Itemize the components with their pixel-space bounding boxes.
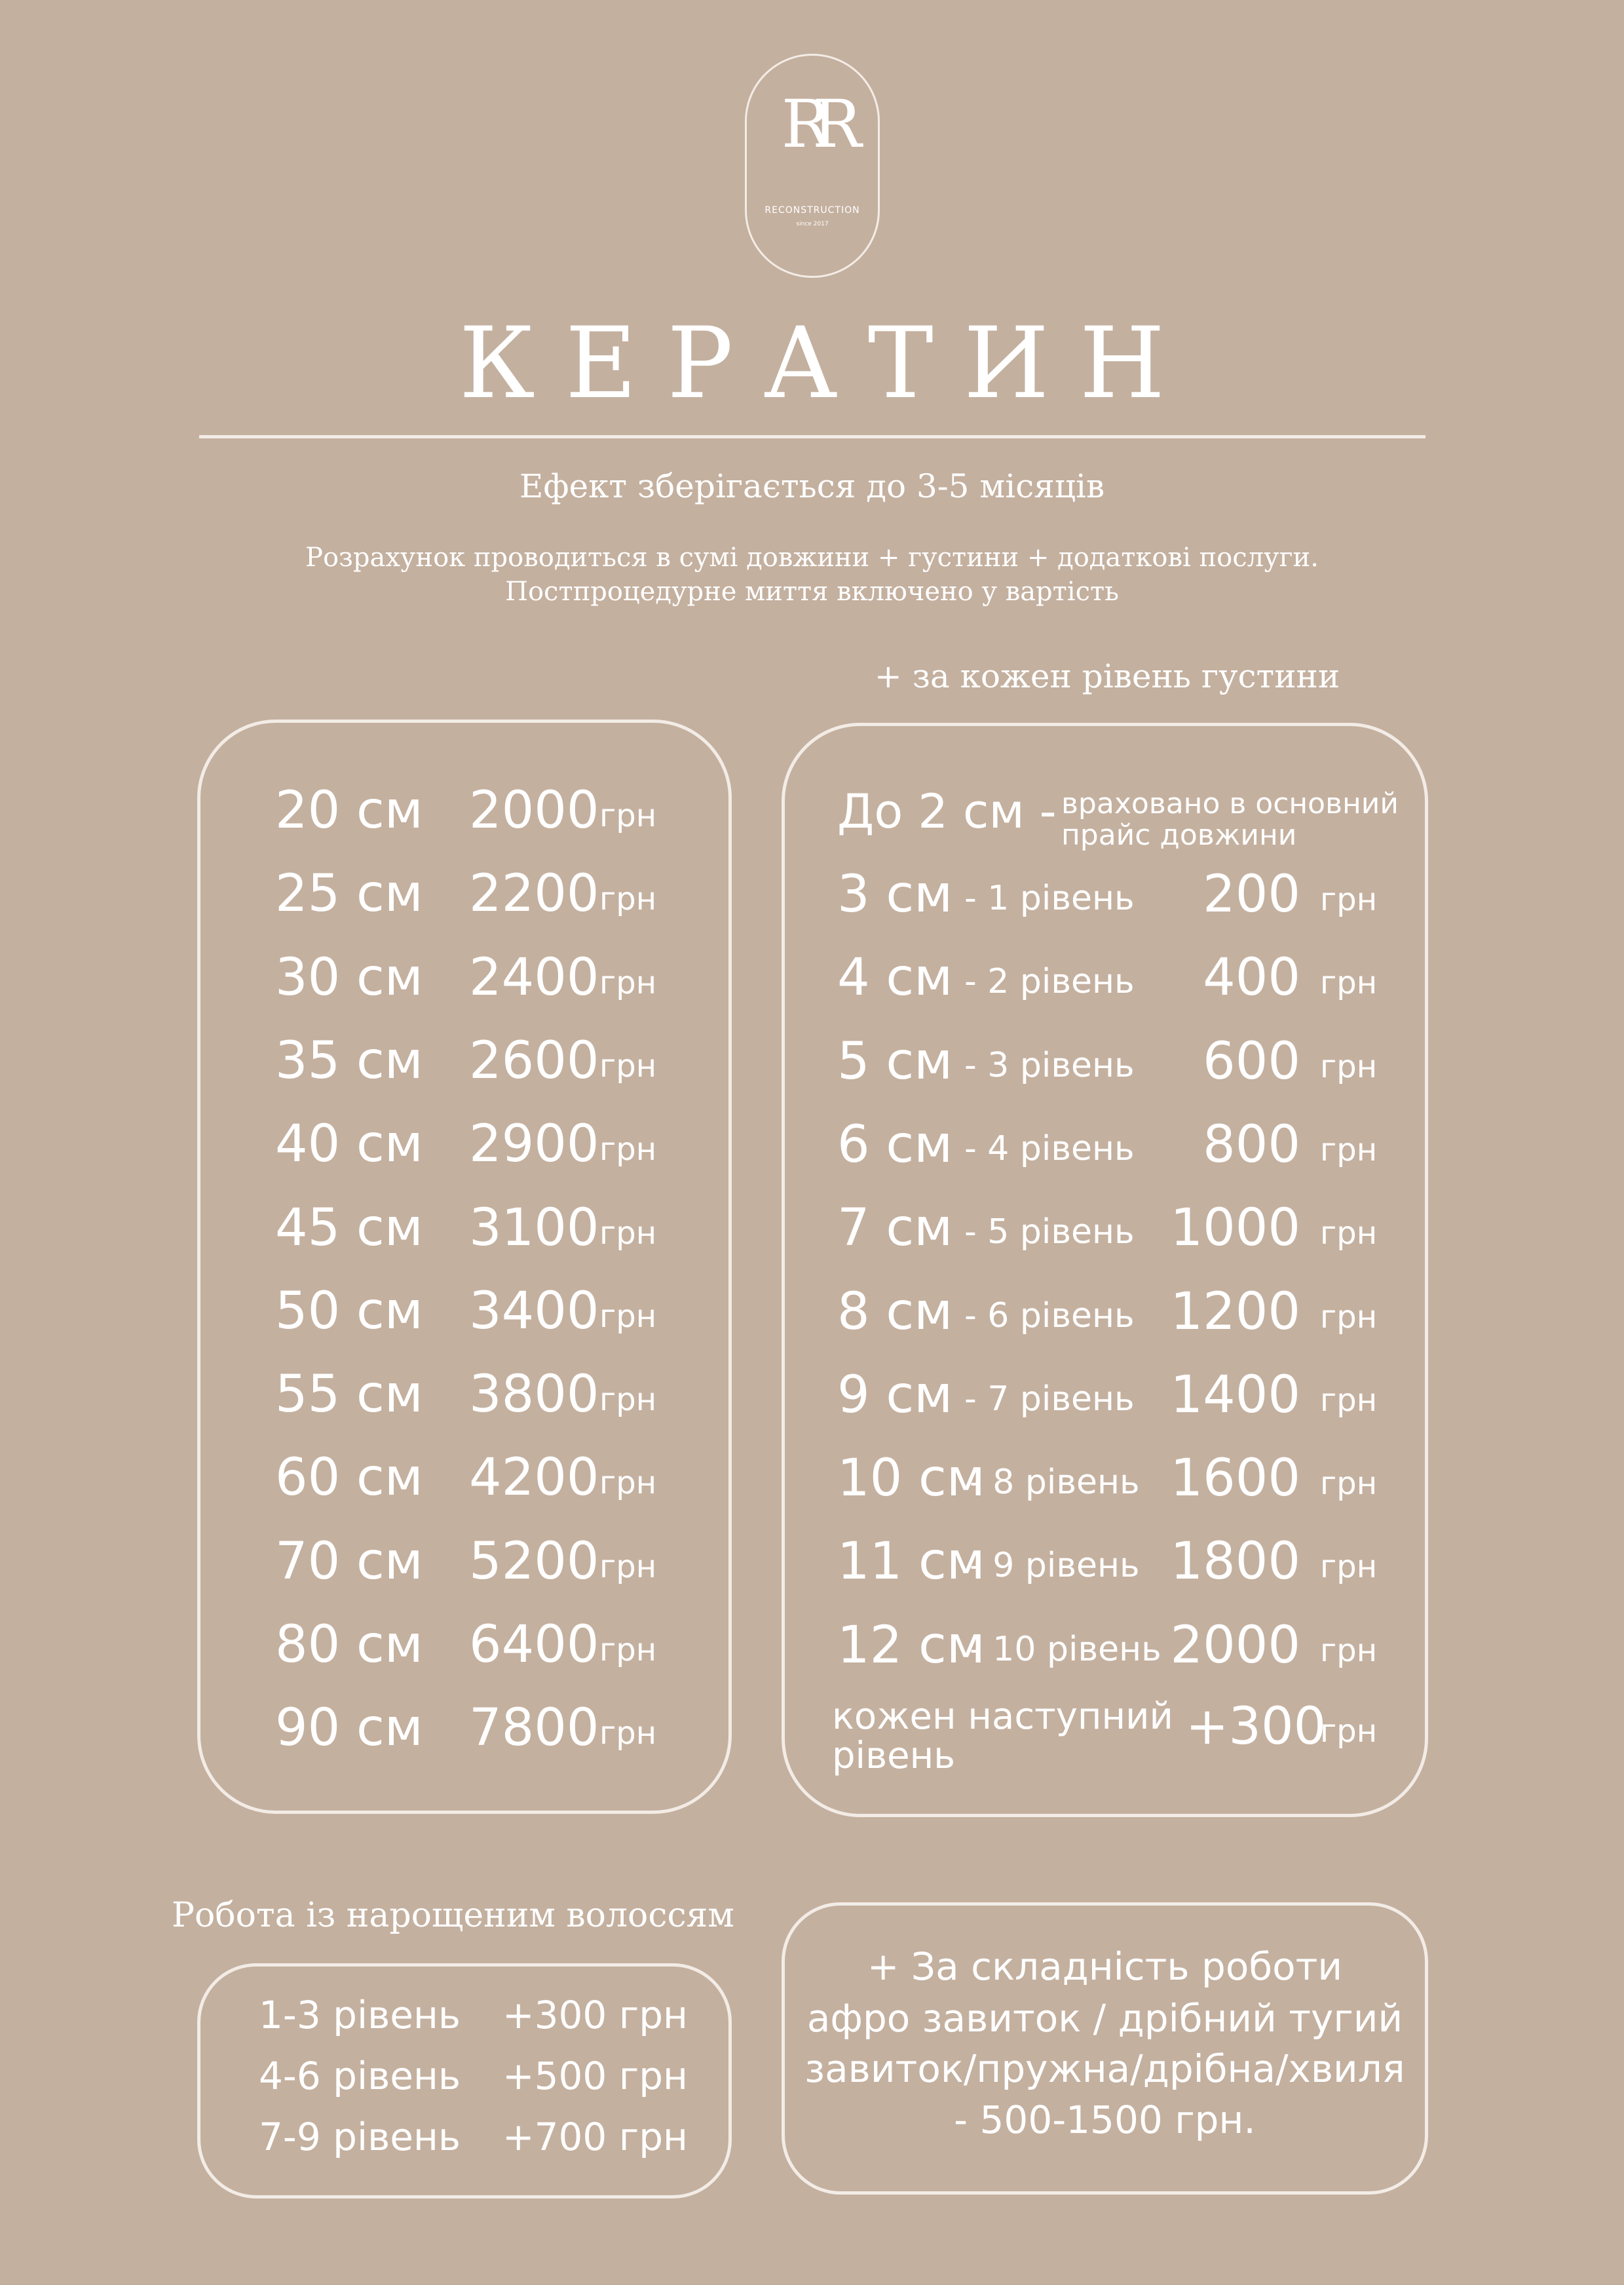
length-price: 2900 xyxy=(469,1115,599,1174)
density-first-note-line-2: прайс довжини xyxy=(1061,818,1297,852)
length-currency: грн xyxy=(599,1381,657,1419)
length-currency: грн xyxy=(599,1465,657,1502)
density-last-price-row xyxy=(1186,1691,1326,1763)
length-currency: грн xyxy=(599,1548,657,1585)
density-size: 11 см xyxy=(837,1532,985,1592)
complexity-line-4: - 500-1500 грн. xyxy=(954,2098,1256,2142)
density-last-label xyxy=(832,1697,1173,1776)
pricing-note-line-2: Постпроцедурне миття включено у вартість xyxy=(505,577,1119,607)
density-currency: грн xyxy=(1320,1465,1378,1503)
density-first-note xyxy=(1061,788,1399,851)
density-price: 600 xyxy=(1203,1031,1300,1091)
density-price: 800 xyxy=(1203,1115,1300,1174)
density-size: 4 см xyxy=(837,948,953,1008)
length-price: 3400 xyxy=(469,1281,599,1341)
density-size: 6 см xyxy=(837,1115,953,1174)
density-price: 1200 xyxy=(1170,1282,1300,1341)
length-price: 2200 xyxy=(469,864,599,924)
density-size: 12 см xyxy=(837,1615,985,1675)
pricing-note-line-1: Розрахунок проводиться в сумі довжини + густини + додаткові послуги. xyxy=(305,543,1319,573)
length-currency: грн xyxy=(599,1297,657,1335)
density-price: 1400 xyxy=(1170,1365,1300,1425)
pricing-note xyxy=(0,541,1624,609)
density-level: - 1 рівень xyxy=(964,879,1135,918)
length-label: 20 см xyxy=(275,781,423,840)
density-currency: грн xyxy=(1320,1548,1378,1586)
extensions-title: Робота із нарощеним волоссям xyxy=(172,1896,734,1935)
length-price: 3100 xyxy=(469,1198,599,1258)
density-level: - 9 рівень xyxy=(970,1546,1140,1586)
title-divider xyxy=(199,435,1426,438)
density-level: - 6 рівень xyxy=(964,1296,1135,1335)
logo-since: since 2017 xyxy=(796,221,829,227)
extension-price: +500 грн xyxy=(502,2054,688,2098)
density-currency: грн xyxy=(1320,881,1378,918)
length-price: 3800 xyxy=(469,1365,599,1425)
logo-name: RECONSTRUCTION xyxy=(765,205,860,216)
density-level: - 8 рівень xyxy=(970,1463,1140,1503)
extension-level: 7-9 рівень xyxy=(259,2115,461,2159)
density-currency: грн xyxy=(1320,1215,1378,1252)
density-size: 9 см xyxy=(837,1365,953,1425)
density-level: - 10 рівень xyxy=(970,1629,1161,1669)
length-label: 60 см xyxy=(275,1448,423,1508)
density-level: - 5 рівень xyxy=(964,1212,1135,1252)
length-label: 35 см xyxy=(275,1031,423,1090)
subtitle: Ефект зберігається до 3-5 місяців xyxy=(519,467,1105,505)
density-price: 1600 xyxy=(1170,1449,1300,1508)
complexity-line-2: афро завиток / дрібний тугий xyxy=(806,1996,1403,2041)
length-label: 80 см xyxy=(275,1615,423,1674)
density-currency: грн xyxy=(1320,1048,1378,1085)
density-price: 1000 xyxy=(1170,1199,1300,1258)
length-label: 25 см xyxy=(275,864,423,924)
density-size: 5 см xyxy=(837,1031,953,1091)
length-price: 2600 xyxy=(469,1031,599,1090)
length-price: 6400 xyxy=(469,1615,599,1674)
extension-level: 1-3 рівень xyxy=(259,1993,461,2037)
density-size: 8 см xyxy=(837,1282,953,1341)
length-label: 50 см xyxy=(275,1281,423,1341)
extension-price: +300 грн xyxy=(502,1993,688,2037)
density-size: 7 см xyxy=(837,1199,953,1258)
density-first-note-line-1: враховано в основний xyxy=(1061,787,1399,820)
length-label: 45 см xyxy=(275,1198,423,1258)
density-last-price: +300 xyxy=(1186,1697,1327,1756)
extension-price: +700 грн xyxy=(502,2115,688,2159)
density-last-currency-row xyxy=(1320,1695,1377,1767)
length-label: 30 см xyxy=(275,948,423,1007)
length-price: 7800 xyxy=(469,1699,599,1758)
density-first-row xyxy=(837,775,1057,847)
density-currency: грн xyxy=(1320,1381,1378,1419)
page-title: КЕРАТИН xyxy=(459,307,1196,421)
density-first-size: До 2 см - xyxy=(837,784,1057,839)
length-label: 90 см xyxy=(275,1699,423,1758)
density-last-currency: грн xyxy=(1320,1713,1378,1750)
length-currency: грн xyxy=(599,1131,657,1168)
density-size: 3 см xyxy=(837,865,953,924)
density-level: - 3 рівень xyxy=(964,1045,1135,1085)
length-label: 40 см xyxy=(275,1115,423,1174)
complexity-line-1: + За складність роботи xyxy=(867,1944,1343,1989)
length-currency: грн xyxy=(599,881,657,918)
length-currency: грн xyxy=(599,964,657,1001)
length-currency: грн xyxy=(599,797,657,834)
length-currency: грн xyxy=(599,1715,657,1752)
density-currency: грн xyxy=(1320,1298,1378,1335)
length-price: 4200 xyxy=(469,1448,599,1508)
density-size: 10 см xyxy=(837,1449,985,1508)
density-currency: грн xyxy=(1320,965,1378,1002)
complexity-line-3: завиток/пружна/дрібна/хвиля xyxy=(804,2046,1405,2091)
density-level: - 4 рівень xyxy=(964,1128,1135,1168)
length-label: 55 см xyxy=(275,1365,423,1425)
length-currency: грн xyxy=(599,1047,657,1085)
logo-monogram: RR xyxy=(781,86,844,163)
length-currency: грн xyxy=(599,1632,657,1668)
density-price: 400 xyxy=(1203,948,1300,1008)
density-price: 2000 xyxy=(1170,1615,1300,1675)
density-currency: грн xyxy=(1320,1632,1378,1669)
density-price: 1800 xyxy=(1170,1532,1300,1592)
length-label: 70 см xyxy=(275,1531,423,1591)
density-currency: грн xyxy=(1320,1131,1378,1168)
density-level: - 7 рівень xyxy=(964,1379,1135,1419)
density-price: 200 xyxy=(1203,865,1300,924)
density-last-label-line-1: кожен наступний xyxy=(832,1695,1173,1738)
length-price: 2400 xyxy=(469,948,599,1007)
density-last-label-line-2: рівень xyxy=(832,1735,956,1777)
density-title: + за кожен рівень густини xyxy=(874,657,1340,695)
extension-level: 4-6 рівень xyxy=(259,2054,461,2098)
length-price: 5200 xyxy=(469,1531,599,1591)
length-price: 2000 xyxy=(469,781,599,840)
length-currency: грн xyxy=(599,1214,657,1252)
density-level: - 2 рівень xyxy=(964,962,1135,1002)
